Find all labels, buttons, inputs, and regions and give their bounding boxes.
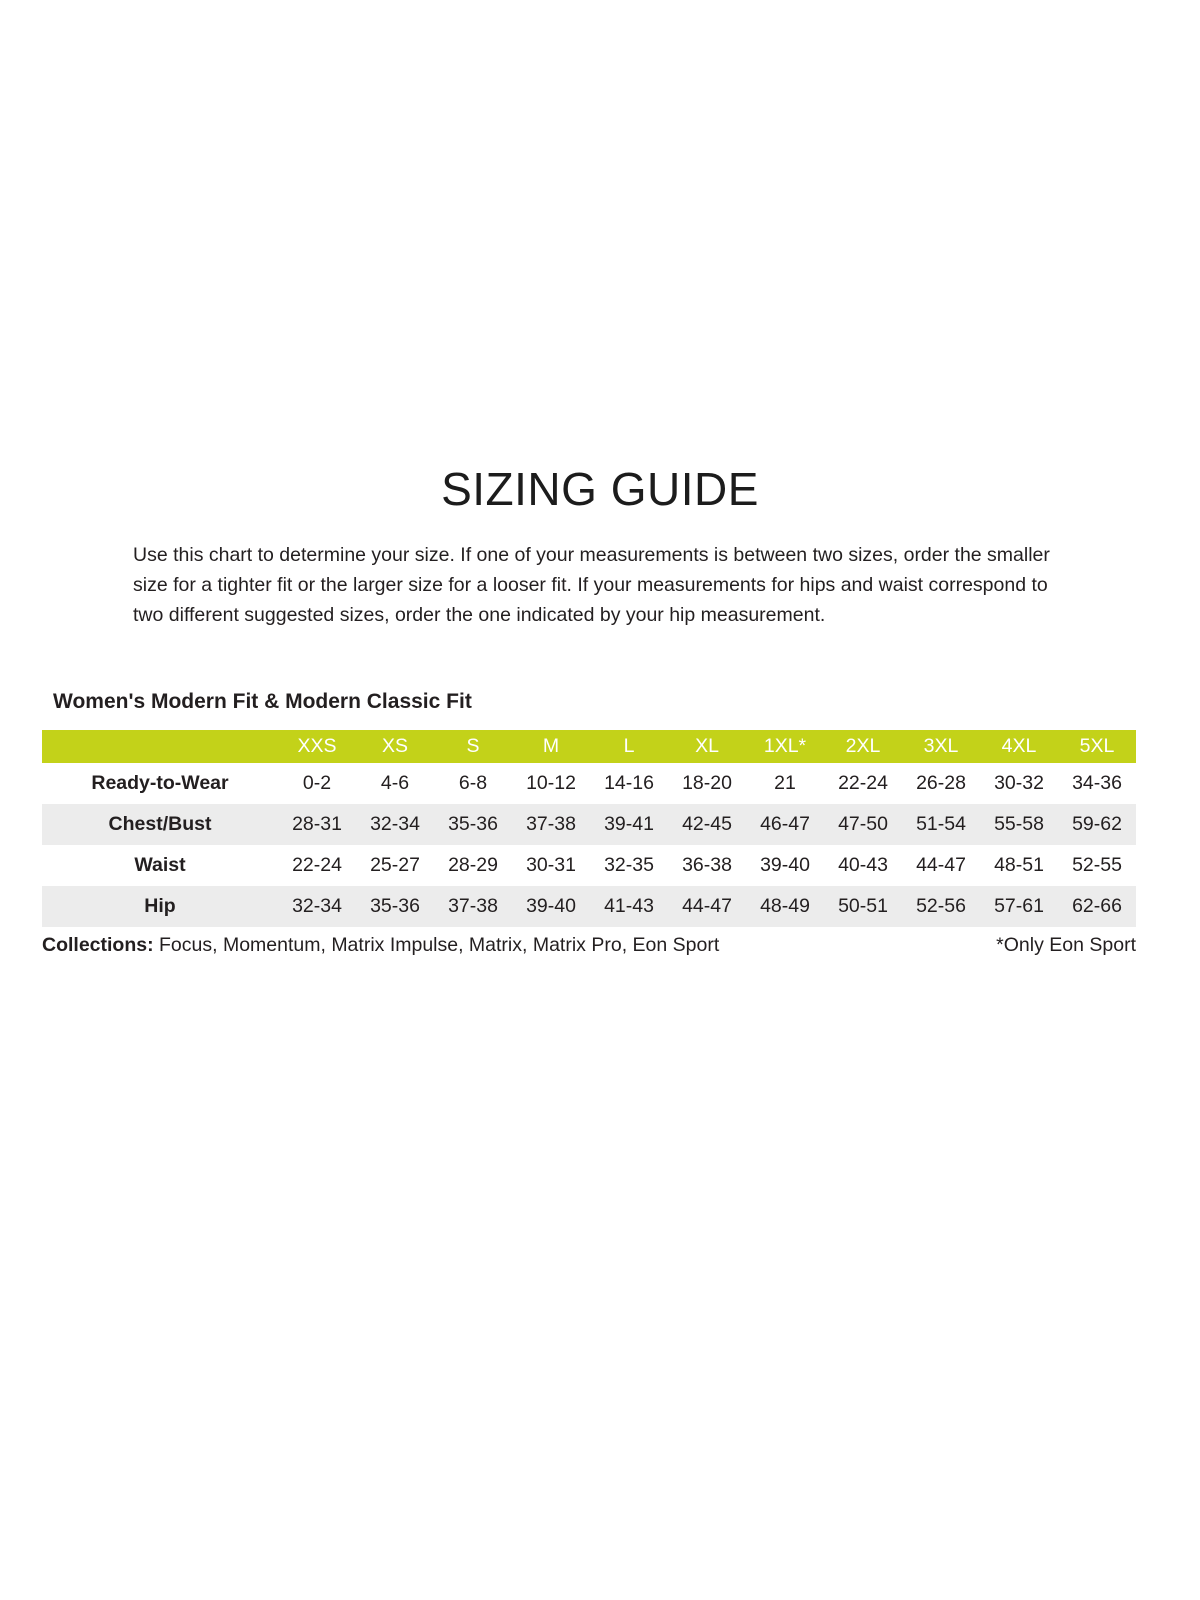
size-cell: 52-55 [1072,854,1122,876]
asterisk-note: *Only Eon Sport [996,934,1136,956]
size-cell: 4-6 [380,772,410,794]
size-cell: 14-16 [604,772,654,794]
size-cell: 39-40 [760,854,810,876]
size-cell: 48-51 [994,854,1044,876]
row-label: Hip [144,895,176,917]
size-cell: 22-24 [292,854,342,876]
size-table-header-row [42,730,1136,763]
size-cell: 26-28 [916,772,966,794]
size-cell: 0-2 [302,772,332,794]
column-header: 5XL [1058,730,1136,763]
size-cell: 39-41 [604,813,654,835]
size-cell: 35-36 [448,813,498,835]
row-label: Waist [134,854,186,876]
size-cell: 52-56 [916,895,966,917]
table-row [42,886,1136,927]
size-cell: 59-62 [1072,813,1122,835]
size-cell: 30-31 [526,854,576,876]
table-row [42,763,1136,804]
table-row [42,845,1136,886]
column-header: XXS [278,730,356,763]
size-cell: 28-29 [448,854,498,876]
size-cell: 10-12 [526,772,576,794]
table-corner-cell [42,730,278,763]
size-cell: 50-51 [838,895,888,917]
column-header: L [590,730,668,763]
table-row [42,804,1136,845]
size-cell: 55-58 [994,813,1044,835]
size-cell: 34-36 [1072,772,1122,794]
collections-label: Collections: [42,934,154,956]
column-header: 3XL [902,730,980,763]
size-cell: 37-38 [526,813,576,835]
section-heading-womens-modern-fit: Women's Modern Fit & Modern Classic Fit [53,690,472,713]
column-header: 2XL [824,730,902,763]
page-title: SIZING GUIDE [441,463,759,515]
size-cell: 21 [774,772,796,794]
intro-paragraph: Use this chart to determine your size. If one of your measurements is between two sizes, order the smaller size for a tighter fit or the larger size for a looser fit. If your measurements for hips and waist correspond to two different suggested sizes, order the one indicated by your hip measurement. [133,544,1050,626]
size-cell: 37-38 [448,895,498,917]
size-cell: 22-24 [838,772,888,794]
column-header: S [434,730,512,763]
size-cell: 30-32 [994,772,1044,794]
size-table [42,730,1136,927]
size-cell: 47-50 [838,813,888,835]
column-header: XL [668,730,746,763]
size-cell: 57-61 [994,895,1044,917]
size-cell: 40-43 [838,854,888,876]
collections-line [42,934,719,957]
column-header: 1XL* [746,730,824,763]
size-cell: 39-40 [526,895,576,917]
size-cell: 51-54 [916,813,966,835]
size-cell: 6-8 [458,772,488,794]
size-cell: 48-49 [760,895,810,917]
table-footnote-row [42,934,1136,957]
collections-list: Focus, Momentum, Matrix Impulse, Matrix, Matrix Pro, Eon Sport [159,934,720,956]
column-header: 4XL [980,730,1058,763]
size-cell: 35-36 [370,895,420,917]
size-cell: 46-47 [760,813,810,835]
size-cell: 44-47 [916,854,966,876]
row-label: Ready-to-Wear [91,772,229,794]
column-header: XS [356,730,434,763]
size-cell: 32-34 [292,895,342,917]
size-cell: 42-45 [682,813,732,835]
size-cell: 28-31 [292,813,342,835]
size-cell: 32-35 [604,854,654,876]
size-cell: 18-20 [682,772,732,794]
size-cell: 36-38 [682,854,732,876]
size-table-header [42,730,1136,763]
row-label: Chest/Bust [108,813,212,835]
size-cell: 62-66 [1072,895,1122,917]
size-cell: 32-34 [370,813,420,835]
size-cell: 25-27 [370,854,420,876]
column-header: M [512,730,590,763]
size-cell: 41-43 [604,895,654,917]
size-cell: 44-47 [682,895,732,917]
size-table-body [42,763,1136,927]
